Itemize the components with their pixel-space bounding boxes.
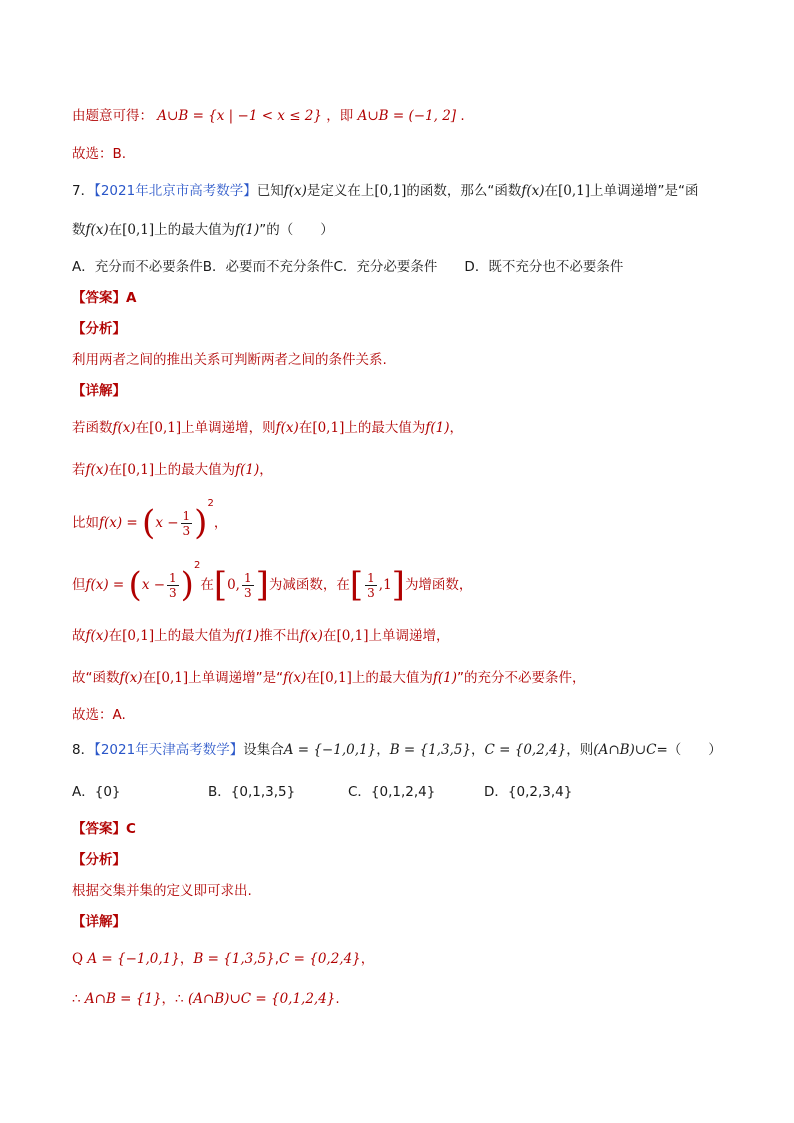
text: 在 [298, 420, 313, 436]
text: 上的最大值为 [154, 462, 236, 478]
question-8-detail-2 [72, 989, 340, 1009]
text: 若函数 [72, 420, 113, 436]
math-expression: f(x) [283, 670, 307, 686]
left-paren: ( [142, 503, 156, 543]
math-expression: f(x) [119, 670, 143, 686]
math-expression: f(1) [235, 222, 260, 238]
math-expression: [0,1] [312, 420, 345, 436]
question-7-analysis: 利用两者之间的推出关系可判断两者之间的条件关系. [72, 352, 387, 368]
math-expression: [0,1] [319, 670, 352, 686]
fraction-denominator: 3 [243, 585, 252, 600]
fraction [167, 571, 179, 600]
text: 由题意可得： [72, 108, 153, 124]
math-expression: C = {0,2,4} [279, 951, 361, 967]
text: 在 [142, 670, 157, 686]
question-7-detail-4 [72, 560, 473, 605]
answer-choice-line: 故选：B. [72, 146, 127, 162]
fraction [365, 571, 377, 600]
text: 在 [108, 462, 123, 478]
math-expression: f(x) [112, 420, 136, 436]
text: 上单调递增， [368, 628, 450, 644]
text: 在 [306, 670, 320, 686]
math-expression: A = {−1,0,1} [87, 951, 180, 967]
math-expression: f(x) [299, 628, 323, 644]
right-bracket: ] [391, 565, 405, 605]
fraction [181, 509, 193, 538]
text: 上的最大值为 [154, 628, 236, 644]
option-a: A．{0} [72, 784, 121, 800]
math-expression: f(x) [85, 462, 109, 478]
question-source-tag: 【2021年北京市高考数学】 [94, 183, 257, 199]
math-expression: C = {0,2,4} [484, 742, 567, 758]
right-paren: ) [194, 503, 208, 543]
math-expression: A∩B = {1} [84, 991, 162, 1007]
text: 但 [72, 577, 86, 593]
question-7-detail-label: 【详解】 [72, 383, 126, 399]
math-expression: [0,1] [336, 628, 369, 644]
text: ， [360, 951, 375, 967]
text: 为增函数， [404, 577, 473, 593]
math-expression: [0,1] [122, 628, 155, 644]
fraction-numerator: 1 [243, 570, 252, 585]
text: . [335, 991, 340, 1007]
text: 的函数，那么“函数 [406, 183, 522, 199]
question-7-detail-2 [72, 460, 273, 480]
text: 上单调递增”是“函 [590, 183, 699, 199]
question-8-detail-1 [72, 949, 374, 969]
text: 在 [135, 420, 150, 436]
math-expression: [0,1] [122, 462, 155, 478]
math-expression: A∪B = (−1, 2] [357, 108, 457, 124]
text: =（ ） [656, 742, 722, 758]
text: 比如 [72, 515, 99, 531]
exponent: 2 [207, 498, 214, 509]
math-expression: f(x) [275, 420, 299, 436]
left-bracket: [ [213, 565, 228, 605]
math-expression: (A∩B)∪C = {0,1,2,4} [187, 991, 336, 1007]
question-7-final-answer: 故选：A. [72, 707, 126, 723]
text: 故“函数 [72, 670, 120, 686]
math-expression: [0,1] [149, 420, 182, 436]
math-expression: x − [141, 577, 166, 593]
therefore-symbol: ∴ [175, 991, 184, 1007]
text: ， [259, 462, 273, 478]
text: ，即 [326, 108, 354, 124]
question-source-tag: 【2021年天津高考数学】 [94, 742, 244, 758]
text: ， [213, 515, 228, 531]
math-expression: B = {1,3,5} [193, 951, 275, 967]
text: ”的充分不必要条件， [456, 670, 586, 686]
text: 数 [72, 222, 86, 238]
text: ，则 [566, 742, 594, 758]
text: 上的最大值为 [351, 670, 433, 686]
text: 上的最大值为 [154, 222, 236, 238]
because-symbol: Q [72, 951, 84, 967]
question-7-detail-5 [72, 626, 449, 646]
math-expression: [0,1] [122, 222, 155, 238]
math-expression: f(1) [235, 628, 260, 644]
option-b: B．{0,1,3,5} [208, 784, 296, 800]
text: , [274, 951, 279, 967]
math-expression: f(x) = [99, 515, 138, 531]
math-expression: f(x) = [85, 577, 125, 593]
fraction-denominator: 3 [367, 585, 375, 600]
text: ”的（ ） [259, 222, 334, 238]
math-expression: f(x) [283, 183, 307, 199]
fraction [242, 571, 254, 600]
math-expression: B = {1,3,5} [389, 742, 472, 758]
question-8-analysis-label: 【分析】 [72, 852, 126, 868]
question-7-analysis-label: 【分析】 [72, 321, 126, 337]
text: 若 [72, 462, 86, 478]
text: 上的最大值为 [344, 420, 426, 436]
fraction-denominator: 3 [169, 585, 177, 600]
text: 上单调递增，则 [181, 420, 276, 436]
question-7-answer: 【答案】A [72, 290, 137, 306]
text: 上单调递增”是“ [188, 670, 284, 686]
text: ， [471, 742, 485, 758]
left-paren: ( [128, 565, 142, 605]
question-7-detail-3 [72, 498, 228, 543]
question-8-answer: 【答案】C [72, 821, 136, 837]
math-expression: (A∩B)∪C [593, 742, 657, 758]
math-expression: 0, [227, 577, 240, 593]
question-8-analysis: 根据交集并集的定义即可求出. [72, 883, 252, 899]
question-number: 7． [72, 183, 95, 199]
text: 在 [544, 183, 559, 199]
right-bracket: ] [255, 565, 269, 605]
exponent: 2 [193, 560, 201, 571]
math-expression: f(1) [235, 462, 260, 478]
text: 在 [108, 628, 123, 644]
question-7-detail-1 [72, 418, 463, 438]
text: 为减函数，在 [268, 577, 350, 593]
math-expression: f(x) [85, 222, 109, 238]
fraction-numerator: 1 [367, 570, 375, 585]
solution-line-union [72, 106, 465, 126]
fraction-denominator: 3 [182, 523, 191, 538]
question-number: 8． [72, 742, 95, 758]
option-d: D．{0,2,3,4} [484, 784, 573, 800]
math-expression: x − [155, 515, 179, 531]
text: . [460, 108, 465, 124]
text: 在 [200, 577, 214, 593]
math-expression: f(x) [521, 183, 545, 199]
math-expression: f(1) [432, 670, 457, 686]
math-expression: A = {−1,0,1} [283, 742, 377, 758]
text: 在 [108, 222, 123, 238]
question-7-line-2 [72, 220, 334, 240]
math-expression: f(1) [425, 420, 450, 436]
text: 已知 [256, 183, 284, 199]
fraction-numerator: 1 [182, 508, 191, 523]
option-c: C．{0,1,2,4} [348, 784, 436, 800]
math-expression: [0,1] [558, 183, 591, 199]
therefore-symbol: ∴ [72, 991, 81, 1007]
right-paren: ) [180, 565, 194, 605]
math-expression: [0,1] [374, 183, 407, 199]
question-8-detail-label: 【详解】 [72, 914, 126, 930]
text: ， [179, 951, 194, 967]
question-8-line-1 [72, 740, 722, 760]
question-7-options: A．充分而不必要条件B．必要而不充分条件C．充分必要条件 D．既不充分也不必要条件 [72, 259, 624, 275]
text: ， [449, 420, 463, 436]
left-bracket: [ [349, 565, 364, 605]
text: 在 [322, 628, 337, 644]
math-expression: [0,1] [156, 670, 189, 686]
question-7-line-1 [72, 181, 699, 201]
text: ， [376, 742, 390, 758]
question-8-options [72, 782, 572, 802]
question-7-detail-6 [72, 668, 585, 688]
text: 设集合 [243, 742, 284, 758]
text: 推不出 [259, 628, 300, 644]
math-expression: ,1 [378, 577, 392, 593]
fraction-numerator: 1 [169, 570, 177, 585]
text: ， [161, 991, 176, 1007]
math-expression: f(x) [85, 628, 109, 644]
math-expression: A∪B = {x | −1 < x ≤ 2} [157, 108, 322, 124]
text: 故 [72, 628, 86, 644]
text: 是定义在上 [306, 183, 375, 199]
